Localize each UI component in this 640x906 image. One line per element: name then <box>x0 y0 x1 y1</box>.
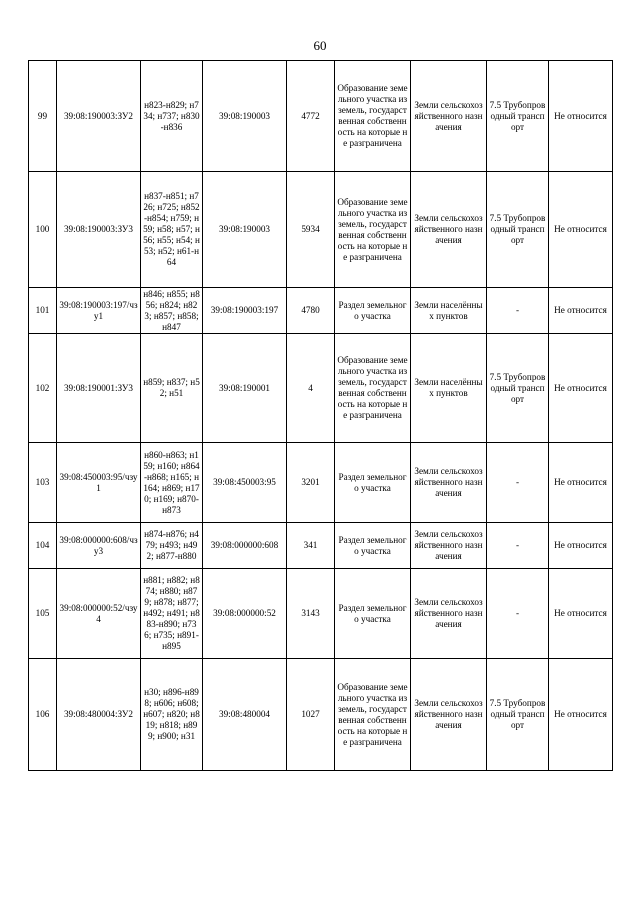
cell-formation-method: Раздел земельного участка <box>335 443 411 523</box>
cell-relation: Не относится <box>549 288 613 334</box>
cell-relation: Не относится <box>549 172 613 288</box>
cell-permitted-use: - <box>487 288 549 334</box>
cell-permitted-use: 7.5 Трубопроводный транспорт <box>487 334 549 443</box>
cell-number: 99 <box>29 61 57 172</box>
cell-cadastral-quarter: 39:08:000000:608 <box>203 523 287 569</box>
cell-permitted-use: - <box>487 569 549 659</box>
cell-permitted-use: 7.5 Трубопроводный транспорт <box>487 659 549 771</box>
table-row <box>29 443 613 523</box>
cell-area: 1027 <box>287 659 335 771</box>
cell-land-category: Земли сельскохозяйственного назначения <box>411 443 487 523</box>
cell-cadastral-number: 39:08:450003:95/чзу1 <box>57 443 141 523</box>
table-row <box>29 334 613 443</box>
cell-boundary-points: н860-н863; н159; н160; н864-н868; н165; н164; н869; н170; н169; н870-н873 <box>141 443 203 523</box>
cell-boundary-points: н859; н837; н52; н51 <box>141 334 203 443</box>
cell-number: 104 <box>29 523 57 569</box>
cell-number: 100 <box>29 172 57 288</box>
cell-formation-method: Раздел земельного участка <box>335 288 411 334</box>
cell-area: 3201 <box>287 443 335 523</box>
cell-permitted-use: - <box>487 443 549 523</box>
cell-formation-method: Образование земельного участка из земель, государственная собственность на которые не разграничена <box>335 334 411 443</box>
cell-land-category: Земли сельскохозяйственного назначения <box>411 569 487 659</box>
cell-cadastral-number: 39:08:190003:197/чзу1 <box>57 288 141 334</box>
cell-land-category: Земли сельскохозяйственного назначения <box>411 523 487 569</box>
cell-area: 4780 <box>287 288 335 334</box>
cell-boundary-points: н874-н876; н479; н493; н492; н877-н880 <box>141 523 203 569</box>
land-plots-table <box>28 60 613 771</box>
cell-boundary-points: н881; н882; н874; н880; н879; н878; н877; н492; н491; н883-н890; н736; н735; н891-н895 <box>141 569 203 659</box>
cell-cadastral-quarter: 39:08:190003 <box>203 61 287 172</box>
cell-cadastral-quarter: 39:08:190001 <box>203 334 287 443</box>
cell-area: 341 <box>287 523 335 569</box>
cell-cadastral-quarter: 39:08:480004 <box>203 659 287 771</box>
cell-cadastral-number: 39:08:190001:ЗУ3 <box>57 334 141 443</box>
cell-cadastral-number: 39:08:480004:ЗУ2 <box>57 659 141 771</box>
table-body <box>29 61 613 771</box>
cell-area: 5934 <box>287 172 335 288</box>
table-row <box>29 172 613 288</box>
cell-cadastral-number: 39:08:000000:608/чзу3 <box>57 523 141 569</box>
cell-area: 3143 <box>287 569 335 659</box>
cell-cadastral-number: 39:08:190003:ЗУ3 <box>57 172 141 288</box>
page-number: 60 <box>313 38 327 53</box>
cell-cadastral-quarter: 39:08:190003:197 <box>203 288 287 334</box>
cell-boundary-points: н30; н896-н898; н606; н608; н607; н820; н819; н818; н899; н900; н31 <box>141 659 203 771</box>
table-row <box>29 288 613 334</box>
cell-relation: Не относится <box>549 569 613 659</box>
cell-formation-method: Образование земельного участка из земель, государственная собственность на которые не разграничена <box>335 172 411 288</box>
cell-relation: Не относится <box>549 334 613 443</box>
cell-boundary-points: н837-н851; н726; н725; н852-н854; н759; н59; н58; н57; н56; н55; н54; н53; н52; н61-н64 <box>141 172 203 288</box>
cell-land-category: Земли сельскохозяйственного назначения <box>411 172 487 288</box>
table-row <box>29 523 613 569</box>
table-row <box>29 61 613 172</box>
cell-relation: Не относится <box>549 523 613 569</box>
cell-permitted-use: - <box>487 523 549 569</box>
cell-relation: Не относится <box>549 659 613 771</box>
cell-formation-method: Раздел земельного участка <box>335 523 411 569</box>
cell-cadastral-quarter: 39:08:000000:52 <box>203 569 287 659</box>
table-row <box>29 569 613 659</box>
cell-boundary-points: н823-н829; н734; н737; н830-н836 <box>141 61 203 172</box>
cell-relation: Не относится <box>549 61 613 172</box>
cell-formation-method: Образование земельного участка из земель, государственная собственность на которые не разграничена <box>335 659 411 771</box>
cell-land-category: Земли сельскохозяйственного назначения <box>411 61 487 172</box>
cell-cadastral-number: 39:08:000000:52/чзу4 <box>57 569 141 659</box>
cell-number: 102 <box>29 334 57 443</box>
cell-number: 105 <box>29 569 57 659</box>
cell-relation: Не относится <box>549 443 613 523</box>
cell-land-category: Земли сельскохозяйственного назначения <box>411 659 487 771</box>
cell-formation-method: Раздел земельного участка <box>335 569 411 659</box>
cell-number: 106 <box>29 659 57 771</box>
cell-permitted-use: 7.5 Трубопроводный транспорт <box>487 172 549 288</box>
cell-cadastral-quarter: 39:08:190003 <box>203 172 287 288</box>
cell-number: 103 <box>29 443 57 523</box>
cell-boundary-points: н846; н855; н856; н824; н823; н857; н858; н847 <box>141 288 203 334</box>
cell-area: 4 <box>287 334 335 443</box>
cell-permitted-use: 7.5 Трубопроводный транспорт <box>487 61 549 172</box>
cell-cadastral-number: 39:08:190003:ЗУ2 <box>57 61 141 172</box>
cell-formation-method: Образование земельного участка из земель, государственная собственность на которые не разграничена <box>335 61 411 172</box>
cell-area: 4772 <box>287 61 335 172</box>
cell-land-category: Земли населённых пунктов <box>411 334 487 443</box>
cell-land-category: Земли населённых пунктов <box>411 288 487 334</box>
cell-cadastral-quarter: 39:08:450003:95 <box>203 443 287 523</box>
cell-number: 101 <box>29 288 57 334</box>
table-row <box>29 659 613 771</box>
